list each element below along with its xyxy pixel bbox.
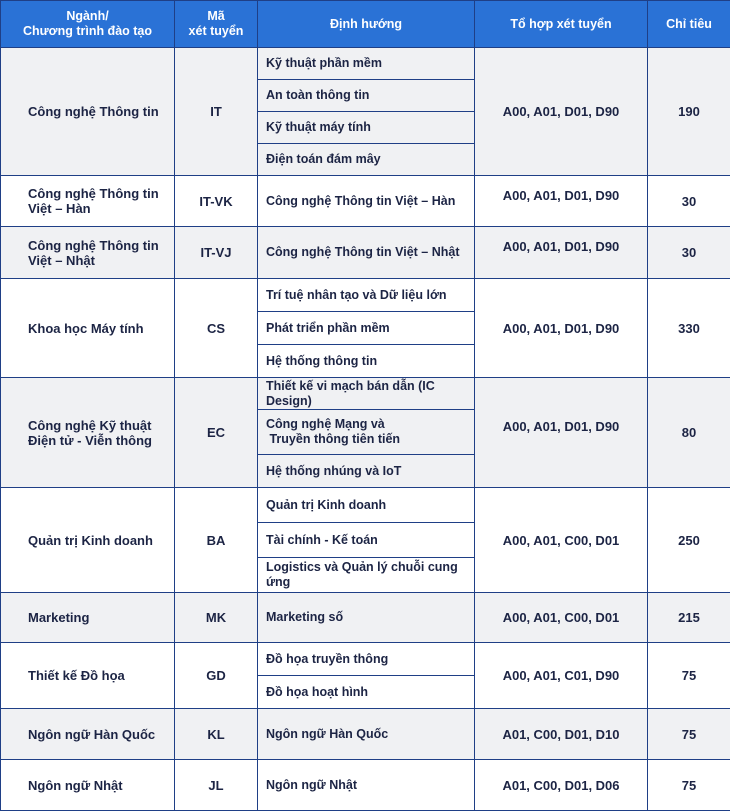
program-name: Công nghệ Thông tin	[1, 48, 175, 176]
table-row	[1, 279, 730, 312]
table-row	[1, 48, 730, 80]
program-code: MK	[175, 593, 258, 643]
direction-cell: Tài chính - Kế toán	[258, 523, 475, 558]
program-code: KL	[175, 709, 258, 760]
direction-cell: Điện toán đám mây	[258, 144, 475, 176]
direction-cell: Kỹ thuật phần mềm	[258, 48, 475, 80]
combination-cell: A00, A01, C00, D01	[475, 593, 648, 643]
direction-cell: Marketing số	[258, 593, 475, 643]
direction-cell: Công nghệ Thông tin Việt – Nhật	[258, 227, 475, 279]
program-name: Khoa học Máy tính	[1, 279, 175, 378]
program-name: Công nghệ Thông tin Việt – Hàn	[1, 176, 175, 227]
program-code: CS	[175, 279, 258, 378]
program-name: Công nghệ Kỹ thuật Điện tử - Viễn thông	[1, 378, 175, 488]
combination-cell: A00, A01, D01, D90	[475, 378, 648, 488]
header-code: Mã xét tuyển	[175, 1, 258, 48]
header-program: Ngành/ Chương trình đào tạo	[1, 1, 175, 48]
table-row	[1, 760, 730, 811]
table-row	[1, 378, 730, 410]
program-code: IT-VJ	[175, 227, 258, 279]
table-row	[1, 593, 730, 643]
direction-cell: Thiết kế vi mạch bán dẫn (IC Design)	[258, 378, 475, 410]
program-code: BA	[175, 488, 258, 593]
program-name: Công nghệ Thông tin Việt – Nhật	[1, 227, 175, 279]
direction-cell: Hệ thống nhúng và IoT	[258, 455, 475, 488]
program-name: Quản trị Kinh doanh	[1, 488, 175, 593]
program-name: Ngôn ngữ Hàn Quốc	[1, 709, 175, 760]
direction-cell: Kỹ thuật máy tính	[258, 112, 475, 144]
quota-cell: 30	[648, 176, 730, 227]
program-code: IT	[175, 48, 258, 176]
quota-cell: 215	[648, 593, 730, 643]
combination-cell: A00, A01, D01, D90	[475, 227, 648, 279]
direction-cell: Ngôn ngữ Nhật	[258, 760, 475, 811]
direction-cell: Đồ họa hoạt hình	[258, 676, 475, 709]
quota-cell: 75	[648, 643, 730, 709]
table-row	[1, 227, 730, 279]
quota-cell: 330	[648, 279, 730, 378]
program-code: JL	[175, 760, 258, 811]
program-name: Thiết kế Đồ họa	[1, 643, 175, 709]
program-code: IT-VK	[175, 176, 258, 227]
direction-cell: Công nghệ Thông tin Việt – Hàn	[258, 176, 475, 227]
direction-cell: Phát triển phần mềm	[258, 312, 475, 345]
direction-cell: Trí tuệ nhân tạo và Dữ liệu lớn	[258, 279, 475, 312]
combination-cell: A00, A01, C01, D90	[475, 643, 648, 709]
header-quota: Chỉ tiêu	[648, 1, 730, 48]
quota-cell: 75	[648, 709, 730, 760]
combination-cell: A01, C00, D01, D10	[475, 709, 648, 760]
direction-cell: Hệ thống thông tin	[258, 345, 475, 378]
direction-cell: Ngôn ngữ Hàn Quốc	[258, 709, 475, 760]
program-name: Ngôn ngữ Nhật	[1, 760, 175, 811]
table-row	[1, 488, 730, 523]
quota-cell: 30	[648, 227, 730, 279]
combination-cell: A01, C00, D01, D06	[475, 760, 648, 811]
quota-cell: 190	[648, 48, 730, 176]
combination-cell: A00, A01, D01, D90	[475, 48, 648, 176]
direction-cell: An toàn thông tin	[258, 80, 475, 112]
table-row	[1, 176, 730, 227]
table-row	[1, 643, 730, 676]
quota-cell: 75	[648, 760, 730, 811]
direction-cell: Quản trị Kinh doanh	[258, 488, 475, 523]
direction-cell: Công nghệ Mạng và Truyền thông tiên tiến	[258, 410, 475, 455]
program-code: GD	[175, 643, 258, 709]
combination-cell: A00, A01, D01, D90	[475, 279, 648, 378]
combination-cell: A00, A01, C00, D01	[475, 488, 648, 593]
header-combination: Tổ hợp xét tuyển	[475, 1, 648, 48]
program-name: Marketing	[1, 593, 175, 643]
combination-cell: A00, A01, D01, D90	[475, 176, 648, 227]
direction-cell: Logistics và Quản lý chuỗi cung ứng	[258, 558, 475, 593]
direction-cell: Đồ họa truyền thông	[258, 643, 475, 676]
quota-cell: 80	[648, 378, 730, 488]
table-header-row	[1, 1, 730, 48]
header-direction: Định hướng	[258, 1, 475, 48]
table-row	[1, 709, 730, 760]
quota-cell: 250	[648, 488, 730, 593]
program-code: EC	[175, 378, 258, 488]
